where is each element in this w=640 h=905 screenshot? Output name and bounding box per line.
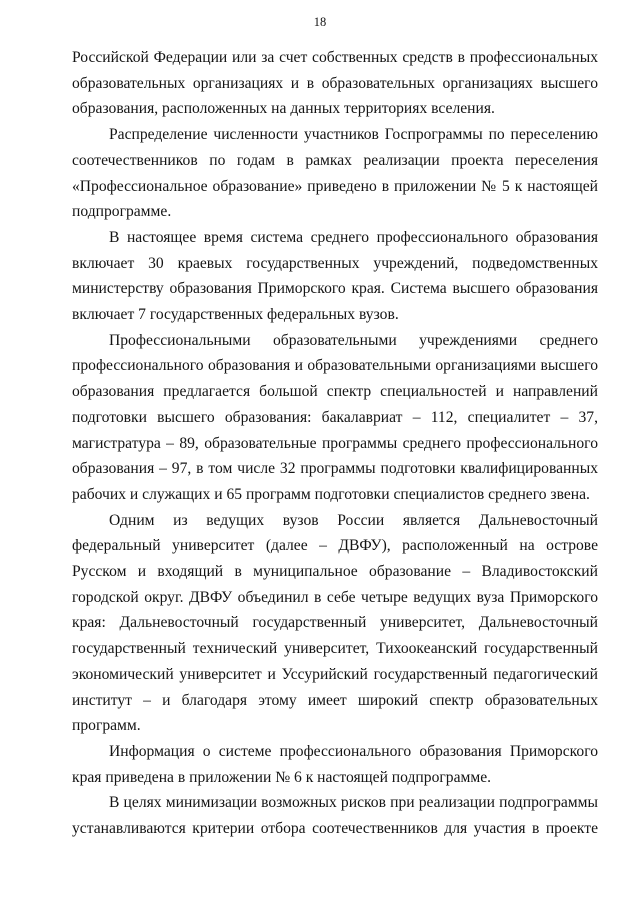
paragraph-risk-criteria: В целях минимизации возможных рисков при реализации подпрограммы устанавливаются критерии отбора соотечественников для участия в проекте: [72, 794, 598, 838]
paragraph-participants-distribution: Распределение численности участников Госпрограммы по переселению соотечественников по годам в рамках реализации проекта переселения «Профессиональное образование» приведено в приложении № 5 к настоящей подпрограмме.: [72, 126, 598, 221]
paragraph-programs-spectrum: Профессиональными образовательными учреждениями среднего профессионального образования и образовательными организациями высшего образования предлагается большой спектр специальностей и направлений подготовки высшего образования: бакалавриат – 112, специалитет – 37, магистратура – 89, образовательные программы среднего профессионального образования – 97, в том числе 32 программы подготовки квалифицированных рабочих и служащих и 65 программ подготовки специалистов среднего звена.: [72, 331, 598, 503]
paragraph-dvfu: Одним из ведущих вузов России является Дальневосточный федеральный университет (далее – ДВФУ), расположенный на острове Русском и входящий в муниципальное образование – Владивостокский городской округ. ДВФУ объединил в себе четыре ведущих вуза Приморского края: Дальневосточный государственный университет, Дальневосточный государственный технический университет, Тихоокеанский государственный экономический университет и Уссурийский государственный педагогический институт – и благодаря этому имеет широкий спектр образовательных программ.: [72, 511, 598, 735]
paragraph-appendix-6: Информация о системе профессионального образования Приморского края приведена в приложении № 6 к настоящей подпрограмме.: [72, 742, 598, 786]
paragraph-continuation: Российской Федерации или за счет собственных средств в профессиональных образовательных организациях и в образовательных организациях высшего образования, расположенных на данных территориях вселения.: [72, 49, 598, 118]
document-body: [72, 45, 598, 842]
page-number: 18: [313, 15, 327, 29]
paragraph-education-system: В настоящее время система среднего профессионального образования включает 30 краевых государственных учреждений, подведомственных министерству образования Приморского края. Система высшего образования включает 7 государственных федеральных вузов.: [72, 228, 598, 324]
